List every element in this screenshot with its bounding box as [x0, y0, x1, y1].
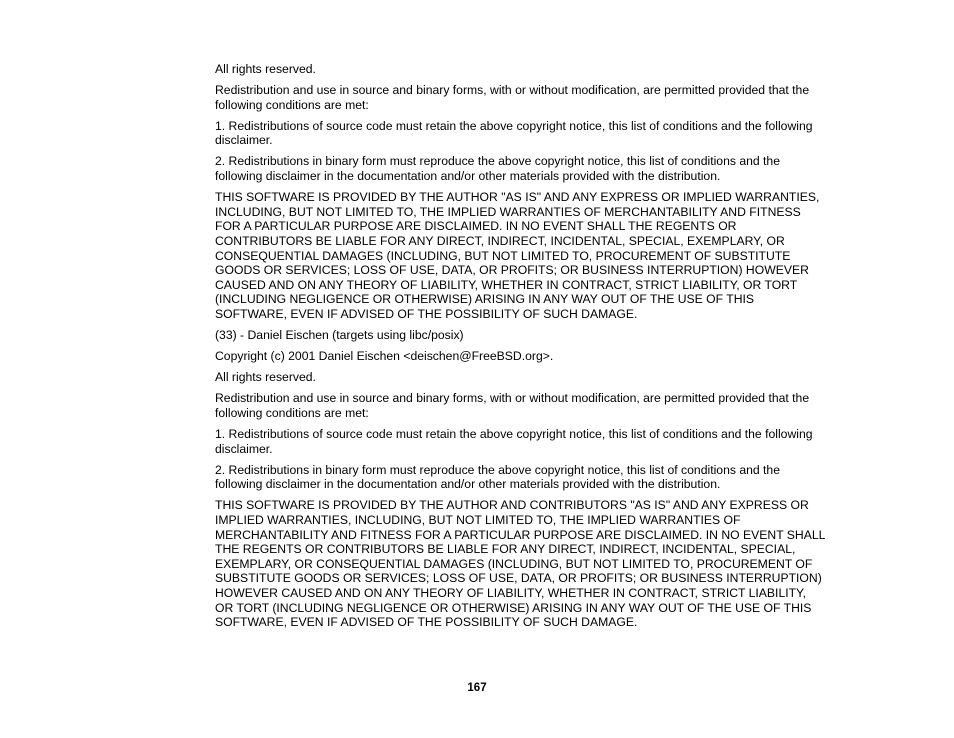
document-body [215, 62, 827, 636]
paragraph-section-heading: (33) - Daniel Eischen (targets using libc/posix) [215, 328, 464, 342]
paragraph-condition-2-second: 2. Redistributions in binary form must reproduce the above copyright notice, this list of conditions and the following disclaimer in the documentation and/or other materials provided with the distribution. [215, 462, 780, 492]
paragraph-condition-2: 2. Redistributions in binary form must reproduce the above copyright notice, this list of conditions and the following disclaimer in the documentation and/or other materials provided with the distribution. [215, 154, 780, 184]
paragraph-redistribution-conditions-2: Redistribution and use in source and binary forms, with or without modification, are permitted provided that the following conditions are met: [215, 391, 810, 420]
paragraph-condition-1-second: 1. Redistributions of source code must retain the above copyright notice, this list of conditions and the following disclaimer. [215, 426, 813, 456]
paragraph-copyright: Copyright (c) 2001 Daniel Eischen <deischen@FreeBSD.org>. [215, 349, 554, 364]
paragraph-warranty-disclaimer-2: THIS SOFTWARE IS PROVIDED BY THE AUTHOR AND CONTRIBUTORS "AS IS" AND ANY EXPRESS OR IMPLIED WARRANTIES, INCLUDING, BUT NOT LIMITED TO, THE IMPLIED WARRANTIES OF MERCHANTABILITY AND FITNESS FOR A PARTICULAR PURPOSE ARE DISCLAIMED. IN NO EVENT SHALL THE REGENTS OR CONTRIBUTORS BE LIABLE FOR ANY DIRECT, INDIRECT, INCIDENTAL, SPECIAL, EXEMPLARY, OR CONSEQUENTIAL DAMAGES (INCLUDING, BUT NOT LIMITED TO, PROCUREMENT OF SUBSTITUTE GOODS OR SERVICES; LOSS OF USE, DATA, OR PROFITS; OR BUSINESS INTERRUPTION) HOWEVER CAUSED AND ON ANY THEORY OF LIABILITY, WHETHER IN CONTRACT, STRICT LIABILITY, OR TORT (INCLUDING NEGLIGENCE OR OTHERWISE) ARISING IN ANY WAY OUT OF THE USE OF THIS SOFTWARE, EVEN IF ADVISED OF THE POSSIBILITY OF SUCH DAMAGE. [215, 498, 825, 630]
paragraph-all-rights-reserved: All rights reserved. [215, 62, 316, 76]
paragraph-warranty-disclaimer: THIS SOFTWARE IS PROVIDED BY THE AUTHOR "AS IS" AND ANY EXPRESS OR IMPLIED WARRANTIES, INCLUDING, BUT NOT LIMITED TO, THE IMPLIED WARRANTIES OF MERCHANTABILITY AND FITNESS FOR A PARTICULAR PURPOSE ARE DISCLAIMED. IN NO EVENT SHALL THE REGENTS OR CONTRIBUTORS BE LIABLE FOR ANY DIRECT, INDIRECT, INCIDENTAL, SPECIAL, EXEMPLARY, OR CONSEQUENTIAL DAMAGES (INCLUDING, BUT NOT LIMITED TO, PROCUREMENT OF SUBSTITUTE GOODS OR SERVICES; LOSS OF USE, DATA, OR PROFITS; OR BUSINESS INTERRUPTION) HOWEVER CAUSED AND ON ANY THEORY OF LIABILITY, WHETHER IN CONTRACT, STRICT LIABILITY, OR TORT (INCLUDING NEGLIGENCE OR OTHERWISE) ARISING IN ANY WAY OUT OF THE USE OF THIS SOFTWARE, EVEN IF ADVISED OF THE POSSIBILITY OF SUCH DAMAGE. [215, 190, 820, 321]
page-number: 167 [467, 682, 487, 694]
paragraph-all-rights-reserved-2: All rights reserved. [215, 370, 316, 385]
paragraph-condition-1: 1. Redistributions of source code must retain the above copyright notice, this list of conditions and the following disclaimer. [215, 118, 813, 148]
paragraph-redistribution-conditions: Redistribution and use in source and binary forms, with or without modification, are permitted provided that the following conditions are met: [215, 83, 810, 112]
